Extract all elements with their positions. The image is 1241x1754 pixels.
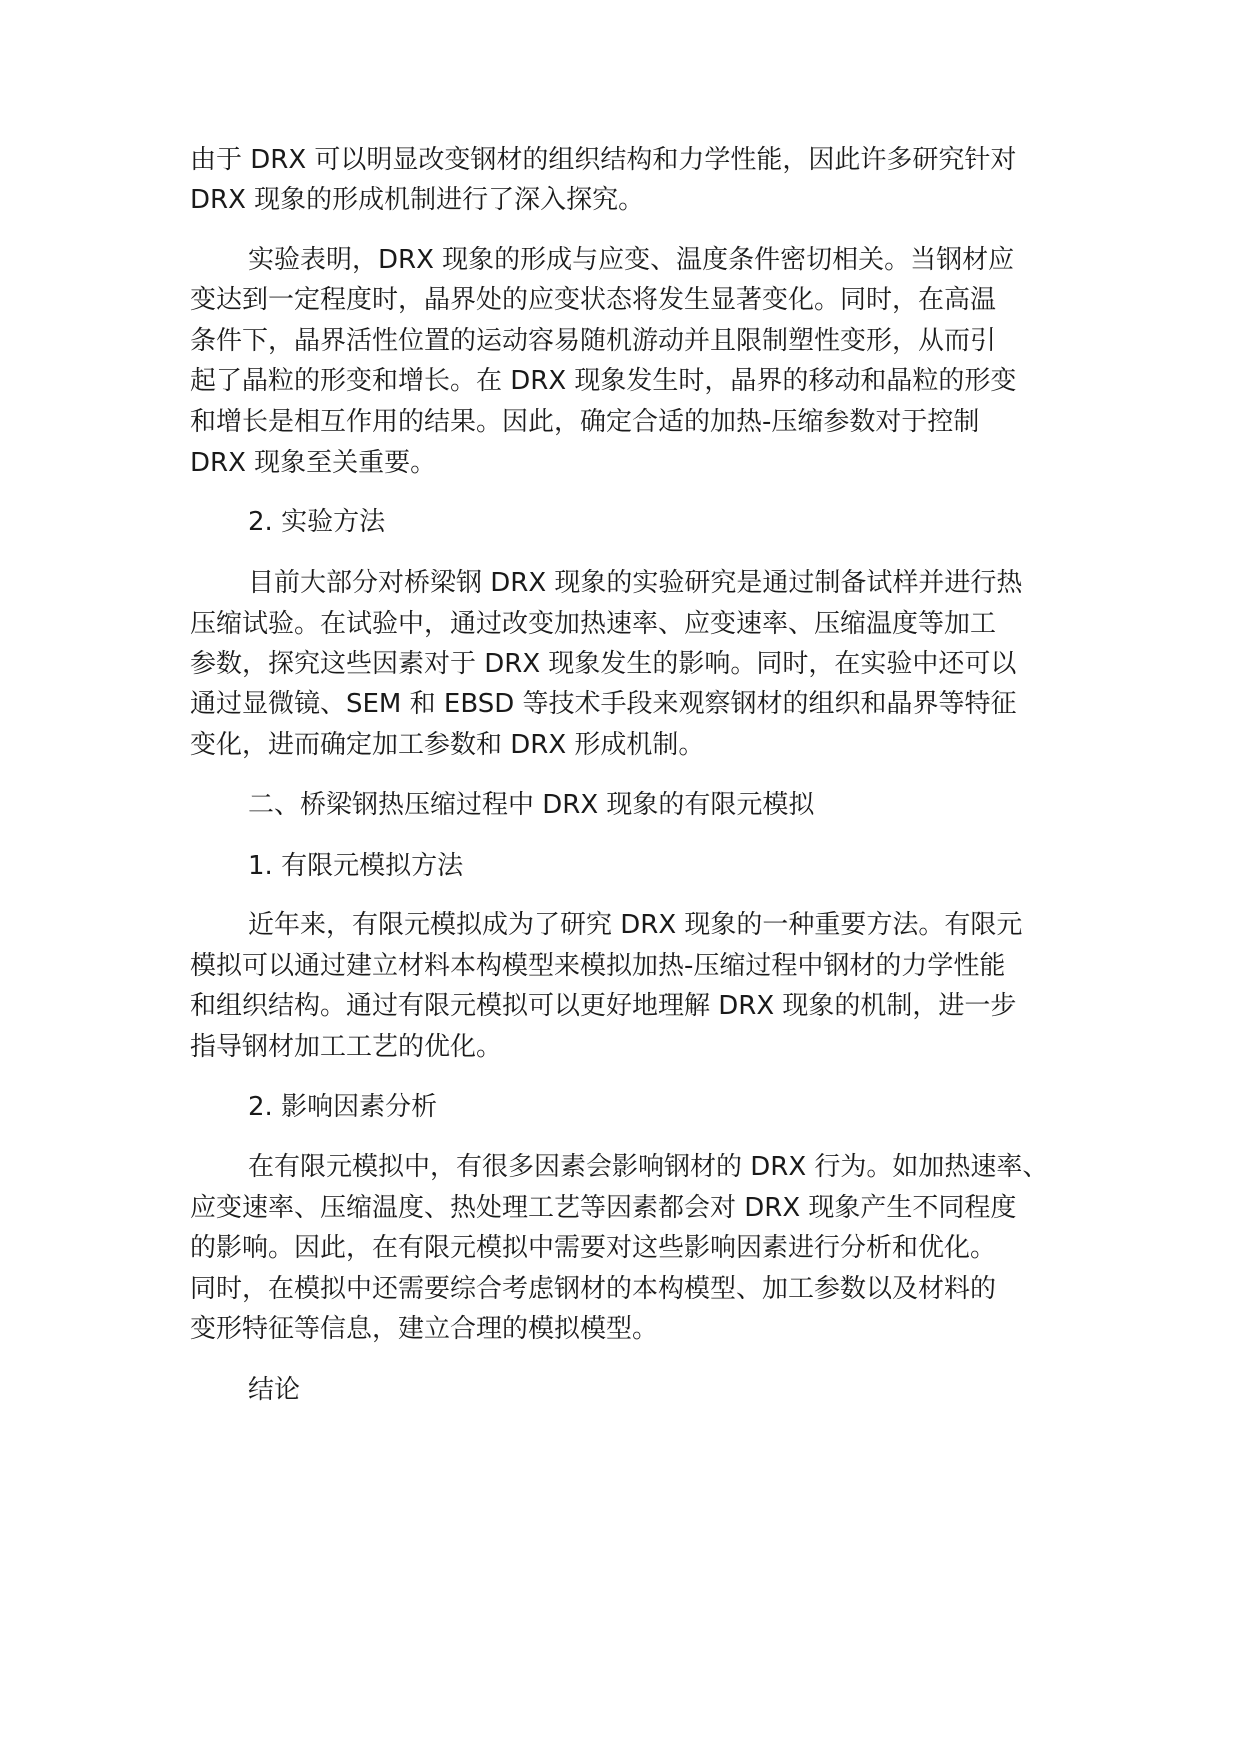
- paragraph-line: 起了晶粒的形变和增长。在 DRX 现象发生时，晶界的移动和晶粒的形变: [190, 366, 1017, 396]
- paragraph-line: 在有限元模拟中，有很多因素会影响钢材的 DRX 行为。如加热速率、: [248, 1152, 1049, 1182]
- paragraph-line: 应变速率、压缩温度、热处理工艺等因素都会对 DRX 现象产生不同程度: [190, 1193, 1017, 1223]
- section-heading: 2. 影响因素分析: [248, 1092, 438, 1122]
- paragraph-line: 参数，探究这些因素对于 DRX 现象发生的影响。同时，在实验中还可以: [190, 649, 1017, 679]
- paragraph-line: 和组织结构。通过有限元模拟可以更好地理解 DRX 现象的机制，进一步: [190, 991, 1017, 1021]
- section-heading: 2. 实验方法: [248, 507, 386, 537]
- paragraph-line: 压缩试验。在试验中，通过改变加热速率、应变速率、压缩温度等加工: [190, 609, 997, 639]
- paragraph-line: 目前大部分对桥梁钢 DRX 现象的实验研究是通过制备试样并进行热: [248, 568, 1023, 598]
- paragraph-line: 变形特征等信息，建立合理的模拟模型。: [190, 1314, 659, 1344]
- paragraph-line: DRX 现象至关重要。: [190, 448, 437, 478]
- paragraph-line: 指导钢材加工工艺的优化。: [190, 1032, 503, 1062]
- paragraph-line: 近年来，有限元模拟成为了研究 DRX 现象的一种重要方法。有限元: [248, 910, 1023, 940]
- section-heading: 二、桥梁钢热压缩过程中 DRX 现象的有限元模拟: [248, 790, 815, 820]
- paragraph-line: DRX 现象的形成机制进行了深入探究。: [190, 185, 645, 215]
- paragraph-line: 实验表明，DRX 现象的形成与应变、温度条件密切相关。当钢材应: [248, 245, 1015, 275]
- paragraph-line: 由于 DRX 可以明显改变钢材的组织结构和力学性能，因此许多研究针对: [190, 145, 1017, 175]
- paragraph-line: 条件下，晶界活性位置的运动容易随机游动并且限制塑性变形，从而引: [190, 326, 997, 356]
- section-heading: 结论: [248, 1375, 301, 1405]
- paragraph-line: 通过显微镜、SEM 和 EBSD 等技术手段来观察钢材的组织和晶界等特征: [190, 689, 1017, 719]
- paragraph-line: 和增长是相互作用的结果。因此，确定合适的加热-压缩参数对于控制: [190, 407, 980, 437]
- section-heading: 1. 有限元模拟方法: [248, 851, 464, 881]
- paragraph-line: 变化，进而确定加工参数和 DRX 形成机制。: [190, 730, 705, 760]
- paragraph-line: 同时，在模拟中还需要综合考虑钢材的本构模型、加工参数以及材料的: [190, 1274, 997, 1304]
- paragraph-line: 变达到一定程度时，晶界处的应变状态将发生显著变化。同时，在高温: [190, 285, 997, 315]
- paragraph-line: 的影响。因此，在有限元模拟中需要对这些影响因素进行分析和优化。: [190, 1233, 997, 1263]
- paragraph-line: 模拟可以通过建立材料本构模型来模拟加热-压缩过程中钢材的力学性能: [190, 951, 1006, 981]
